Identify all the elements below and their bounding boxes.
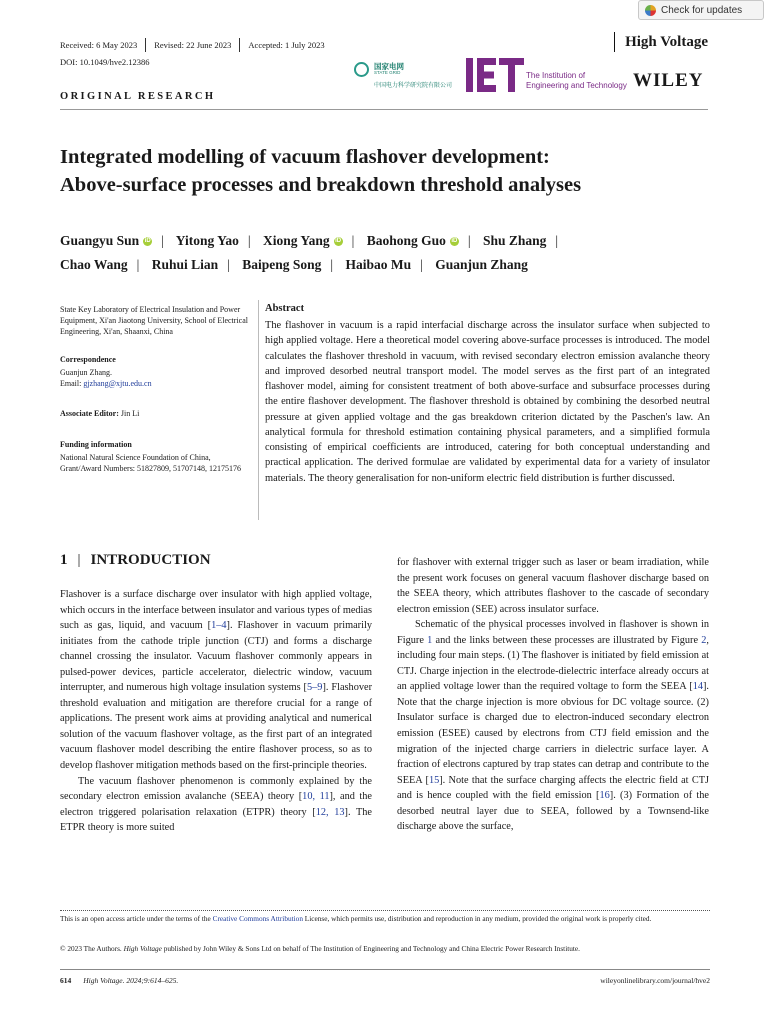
affiliation: State Key Laboratory of Electrical Insulation and Power Equipment, Xi'an Jiaotong University, School of Electrical Engineering, Xi'an, Shaanxi, China: [60, 305, 248, 336]
figure-link[interactable]: 1: [427, 634, 433, 646]
funding-text: National Natural Science Foundation of China, Grant/Award Numbers: 51827809, 51707148, 12175176: [60, 453, 242, 473]
iet-line1: The Institution of: [526, 71, 586, 80]
citation-link[interactable]: 16: [599, 790, 610, 802]
journal-name: High Voltage: [614, 32, 708, 52]
author-row-2: Chao Wang | Ruhui Lian | Baipeng Song | Haibao Mu | Guanjun Zhang: [60, 257, 528, 272]
associate-editor-heading: Associate Editor:: [60, 409, 119, 418]
page-number: 614: [60, 976, 72, 985]
author[interactable]: Guanjun Zhang: [435, 257, 528, 272]
citation-link[interactable]: 14: [692, 681, 703, 693]
paragraph: for flashover with external trigger such as laser or beam irradiation, while the present work focuses on general vacuum flashover discharge based on the SEEA theory, which attributes flashover to the cascade of secondary electron emission (SEE) across insulator surface.: [397, 557, 709, 615]
body-column-left: [60, 587, 372, 836]
copyright-note: © 2023 The Authors. High Voltage published by John Wiley & Sons Ltd on behalf of The Institution of Engineering and Technology and China Electric Power Research Institute.: [60, 944, 580, 953]
cc-license-link[interactable]: Creative Commons Attribution: [212, 914, 303, 923]
iet-line2: Engineering and Technology: [526, 81, 627, 90]
page-footer-left: [60, 976, 178, 985]
funding-heading: Funding information: [60, 440, 132, 449]
section-label: ORIGINAL RESEARCH: [60, 91, 216, 102]
email-label: Email:: [60, 379, 82, 388]
correspondence-heading: Correspondence: [60, 355, 116, 364]
wiley-logo: WILEY: [633, 70, 704, 91]
email-link[interactable]: gjzhang@xjtu.edu.cn: [83, 379, 152, 388]
figure-link[interactable]: 2: [701, 634, 707, 646]
orcid-icon[interactable]: iD: [144, 238, 151, 245]
state-grid-en: STATE GRID: [374, 70, 401, 75]
citation-link[interactable]: 12, 13: [315, 806, 345, 818]
paragraph: The vacuum flashover phenomenon is commonly explained by the secondary electron emission avalanche (SEEA) theory [10, 11], and the electron triggered polarisation relaxation (ETPR) theory [12, 13]. The ETPR theory is more suited: [60, 775, 372, 834]
associate-editor: [60, 408, 250, 419]
author-row-1: Guangyu Sun iD | Yitong Yao | Xiong Yang iD | Baohong Guo iD | Shu Zhang |: [60, 233, 559, 248]
iet-name: [526, 71, 627, 91]
citation-line: High Voltage. 2024;9:614–625.: [83, 976, 179, 985]
title-line-2: Above-surface processes and breakdown threshold analyses: [60, 174, 582, 196]
journal-url[interactable]: wileyonlinelibrary.com/journal/hve2: [600, 976, 710, 985]
author-list: [60, 229, 720, 277]
paragraph: Schematic of the physical processes involved in flashover is shown in Figure 1 and the links between these processes are illustrated by Figure 2, including four main steps. (1) The flashover is initiated by field emission at CTJ. Charge injection in the electrode-dielectric interface already occurs at an applied voltage lower than the required voltage to form the SEEA [14]. Note that the charge injection is more obvious for DC voltage source. (2) Insulator surface is charged due to electron-induced secondary electron emission (ESEE) caused by electrons from CTJ field emission and the migration of the injected charge carriers in dielectric surface layer. A fraction of electrons captured by trap states can detrap and contribute to the SEEA [15]. Note that the surface charging affects the electric field at CTJ and is hence coupled with the field emission [16]. (3) Formation of the desorbed neutral layer due to SEEA, followed by a Townsend-like discharge above the surface,: [397, 619, 709, 833]
check-updates-label: Check for updates: [661, 4, 743, 16]
abstract-text: The flashover in vacuum is a rapid interfacial discharge across the insulator surface when subjected to high applied voltage. Here a theoretical model covering above-surface processes is introduced. The model calculates the flashover threshold in vacuum, with revised secondary electron emission avalanche theory and improved desorbed neutral transport model. The model serves as the first part of an integrated flashover model, aiming for consistent treatment of both above-surface and subsurface processes during the entire flashover development. The flashover threshold is obtained by combining the desorbed neutral pressure at given applied voltage and the gas breakdown criterion dictated by the Paschen's law. An analytical formula for threshold estimation containing physical parameters, and a simplified formula consisting of empirical coefficients are introduced, catering for both conceptual understanding and practical application. The derived formulae are validated by experimental data for a variety of insulator materials. The theory generalisation for non-uniform electric field distribution is further discussed.: [265, 320, 710, 484]
author[interactable]: Shu Zhang: [482, 233, 547, 248]
paragraph: Flashover is a surface discharge over insulator with high applied voltage, which occurs in the interface between insulator and various types of medias such as gas, liquid, and vacuum [1–4]. Flashover in vacuum primarily initiates from the cathode triple junction (CTJ) and forms a discharge channel crossing the insulator. Vacuum flashover commonly appears in pulsed-power devices, particle accelerator, dielectric window, vacuum interrupter, and numerous high voltage insulation systems [5–9]. Flashover threshold evaluation and mitigation are therefore crucial for a range of applications. The present work aims at providing analytical and numerical solution of the vacuum flashover voltage, as the first part of an integrated vacuum flashover model describing the entire flashover process, so as to develop flashover mitigation methods based on the first-principle theories.: [60, 589, 372, 772]
orcid-icon[interactable]: iD: [451, 238, 458, 245]
orcid-icon[interactable]: iD: [335, 238, 342, 245]
author[interactable]: Baohong Guo: [366, 233, 446, 248]
article-title: [60, 143, 710, 199]
license-note: This is an open access article under the terms of the Creative Commons Attribution License, which permits use, distribution and reproduction in any medium, provided the original work is properly cited.: [60, 914, 652, 923]
section-title: INTRODUCTION: [90, 552, 211, 568]
crossmark-icon: [645, 5, 656, 16]
author[interactable]: Ruhui Lian: [151, 257, 219, 272]
state-grid-emblem-icon: [354, 62, 369, 77]
iet-logo: [466, 58, 526, 92]
author[interactable]: Yitong Yao: [175, 233, 239, 248]
author[interactable]: Guangyu Sun: [60, 233, 140, 248]
title-line-1: Integrated modelling of vacuum flashover development:: [60, 146, 550, 168]
state-grid-sub: 中国电力科学研究院有限公司: [374, 82, 453, 89]
doi[interactable]: DOI: 10.1049/hve2.12386: [60, 57, 150, 67]
state-grid-logo: [354, 60, 462, 90]
section-heading: 1 | INTRODUCTION: [60, 552, 211, 568]
author[interactable]: Haibao Mu: [345, 257, 412, 272]
state-grid-cn: 国家电网: [374, 62, 404, 71]
associate-editor-name: Jin Li: [120, 409, 140, 418]
citation-link[interactable]: 5–9: [306, 682, 323, 694]
citation-link[interactable]: 1–4: [211, 620, 227, 632]
body-column-right: [397, 555, 709, 835]
author[interactable]: Chao Wang: [60, 257, 128, 272]
check-for-updates-button[interactable]: [638, 0, 764, 20]
received-date: Received: 6 May 2023: [60, 40, 138, 50]
footer-divider: [60, 969, 710, 970]
author[interactable]: Baipeng Song: [242, 257, 322, 272]
correspondence-block: [60, 354, 250, 389]
correspondence-name: Guanjun Zhang.: [60, 368, 112, 377]
funding-block: [60, 439, 250, 474]
revised-date: Revised: 22 June 2023: [145, 38, 239, 52]
abstract-heading: Abstract: [265, 303, 305, 314]
citation-link[interactable]: 15: [428, 774, 440, 786]
article-dates: [60, 38, 333, 52]
header-divider: [60, 109, 708, 110]
author[interactable]: Xiong Yang: [262, 233, 330, 248]
footer-dotted-divider: [60, 910, 710, 911]
section-number: 1: [60, 552, 68, 568]
accepted-date: Accepted: 1 July 2023: [239, 38, 332, 52]
citation-link[interactable]: 10, 11: [302, 791, 330, 803]
